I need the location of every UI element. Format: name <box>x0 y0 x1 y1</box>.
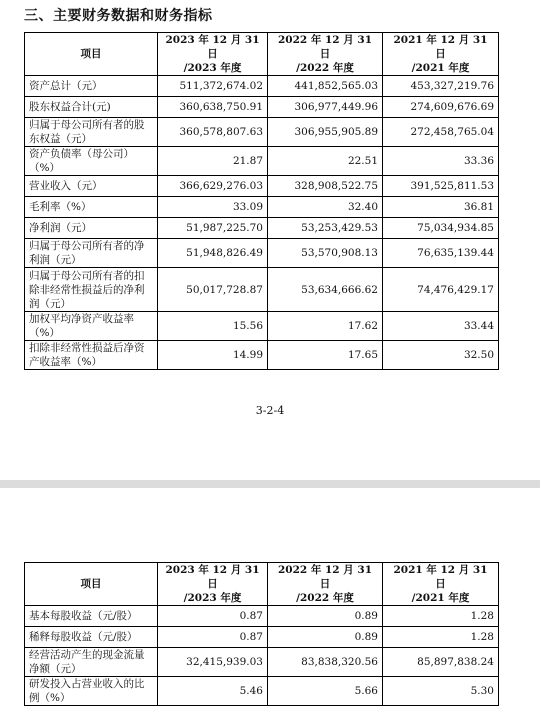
value-2023: 14.99 <box>158 341 268 370</box>
row-label: 净利润（元） <box>25 218 158 239</box>
document-page-bottom <box>0 488 540 705</box>
value-2023: 50,017,728.87 <box>158 268 268 312</box>
value-2022: 441,852,565.03 <box>268 76 383 97</box>
page-separator <box>0 480 540 488</box>
header-2022-date: 2022 年 12 月 31 日 <box>277 34 373 60</box>
row-label: 归属于母公司所有者的净利润（元） <box>25 239 158 268</box>
value-2022: 53,253,429.53 <box>268 218 383 239</box>
value-2021: 274,609,676.69 <box>383 97 499 118</box>
value-2021: 33.36 <box>383 147 499 176</box>
header-2021-year: /2021 年度 <box>411 592 470 604</box>
value-2021: 74,476,429.17 <box>383 268 499 312</box>
value-2022: 32.40 <box>268 197 383 218</box>
value-2023: 33.09 <box>158 197 268 218</box>
header-2022-date: 2022 年 12 月 31 日 <box>277 564 373 590</box>
header-2023-date: 2023 年 12 月 31 日 <box>165 34 260 60</box>
value-2022: 22.51 <box>268 147 383 176</box>
row-label: 研发投入占营业收入的比例（%） <box>25 677 158 706</box>
table-row <box>25 312 499 341</box>
row-label: 经营活动产生的现金流量净额（元） <box>25 648 158 677</box>
value-2021: 76,635,139.44 <box>383 239 499 268</box>
value-2021: 5.30 <box>383 677 499 706</box>
value-2022: 0.89 <box>268 606 383 627</box>
header-2023 <box>158 33 268 76</box>
value-2021: 85,897,838.24 <box>383 648 499 677</box>
header-item: 项目 <box>25 33 158 76</box>
value-2023: 360,578,807.63 <box>158 118 268 147</box>
table-row <box>25 218 499 239</box>
financial-table-2 <box>24 562 499 706</box>
table-row <box>25 341 499 370</box>
value-2023: 5.46 <box>158 677 268 706</box>
row-label: 股东权益合计(元) <box>25 97 158 118</box>
table-row <box>25 677 499 706</box>
row-label: 基本每股收益（元/股） <box>25 606 158 627</box>
section-title: 三、主要财务数据和财务指标 <box>24 8 213 24</box>
value-2021: 75,034,934.85 <box>383 218 499 239</box>
value-2023: 360,638,750.91 <box>158 97 268 118</box>
value-2023: 0.87 <box>158 627 268 648</box>
row-label: 营业收入（元） <box>25 176 158 197</box>
value-2022: 306,977,449.96 <box>268 97 383 118</box>
value-2021: 453,327,219.76 <box>383 76 499 97</box>
value-2023: 511,372,674.02 <box>158 76 268 97</box>
table-row <box>25 648 499 677</box>
header-2022 <box>268 33 383 76</box>
table-header-row <box>25 563 499 606</box>
row-label: 稀释每股收益（元/股） <box>25 627 158 648</box>
value-2021: 32.50 <box>383 341 499 370</box>
row-label: 扣除非经常性损益后净资产收益率（%） <box>25 341 158 370</box>
value-2022: 0.89 <box>268 627 383 648</box>
value-2021: 272,458,765.04 <box>383 118 499 147</box>
row-label: 资产负债率（母公司）（%） <box>25 147 158 176</box>
table-header-row <box>25 33 499 76</box>
value-2022: 328,908,522.75 <box>268 176 383 197</box>
value-2023: 32,415,939.03 <box>158 648 268 677</box>
value-2023: 366,629,276.03 <box>158 176 268 197</box>
table-row <box>25 239 499 268</box>
value-2022: 53,634,666.62 <box>268 268 383 312</box>
value-2022: 83,838,320.56 <box>268 648 383 677</box>
table-row <box>25 627 499 648</box>
row-label: 毛利率（%） <box>25 197 158 218</box>
header-2022-year: /2022 年度 <box>296 592 354 604</box>
row-label: 归属于母公司所有者的股东权益（元） <box>25 118 158 147</box>
table-row <box>25 606 499 627</box>
header-2023 <box>158 563 268 606</box>
header-2021-date: 2021 年 12 月 31 日 <box>393 34 488 60</box>
header-2021 <box>383 33 499 76</box>
value-2021: 36.81 <box>383 197 499 218</box>
header-2023-year: /2023 年度 <box>183 62 242 74</box>
header-item: 项目 <box>25 563 158 606</box>
value-2023: 0.87 <box>158 606 268 627</box>
value-2022: 306,955,905.89 <box>268 118 383 147</box>
value-2022: 17.65 <box>268 341 383 370</box>
value-2021: 33.44 <box>383 312 499 341</box>
table-row <box>25 147 499 176</box>
value-2023: 15.56 <box>158 312 268 341</box>
value-2022: 53,570,908.13 <box>268 239 383 268</box>
table-row <box>25 118 499 147</box>
header-2021-year: /2021 年度 <box>411 62 470 74</box>
value-2021: 1.28 <box>383 606 499 627</box>
page-number: 3-2-4 <box>255 404 285 417</box>
value-2023: 51,987,225.70 <box>158 218 268 239</box>
header-2022-year: /2022 年度 <box>296 62 354 74</box>
table-row <box>25 197 499 218</box>
row-label: 归属于母公司所有者的扣除非经常性损益后的净利润（元） <box>25 268 158 312</box>
header-2022 <box>268 563 383 606</box>
financial-table-1 <box>24 32 499 370</box>
header-2023-date: 2023 年 12 月 31 日 <box>165 564 260 590</box>
header-2021 <box>383 563 499 606</box>
table-row <box>25 97 499 118</box>
value-2023: 51,948,826.49 <box>158 239 268 268</box>
value-2021: 1.28 <box>383 627 499 648</box>
value-2022: 17.62 <box>268 312 383 341</box>
row-label: 加权平均净资产收益率（%） <box>25 312 158 341</box>
row-label: 资产总计（元） <box>25 76 158 97</box>
header-2023-year: /2023 年度 <box>183 592 242 604</box>
table-row <box>25 268 499 312</box>
value-2022: 5.66 <box>268 677 383 706</box>
table-row <box>25 176 499 197</box>
table-row <box>25 76 499 97</box>
value-2021: 391,525,811.53 <box>383 176 499 197</box>
value-2023: 21.87 <box>158 147 268 176</box>
header-2021-date: 2021 年 12 月 31 日 <box>393 564 488 590</box>
